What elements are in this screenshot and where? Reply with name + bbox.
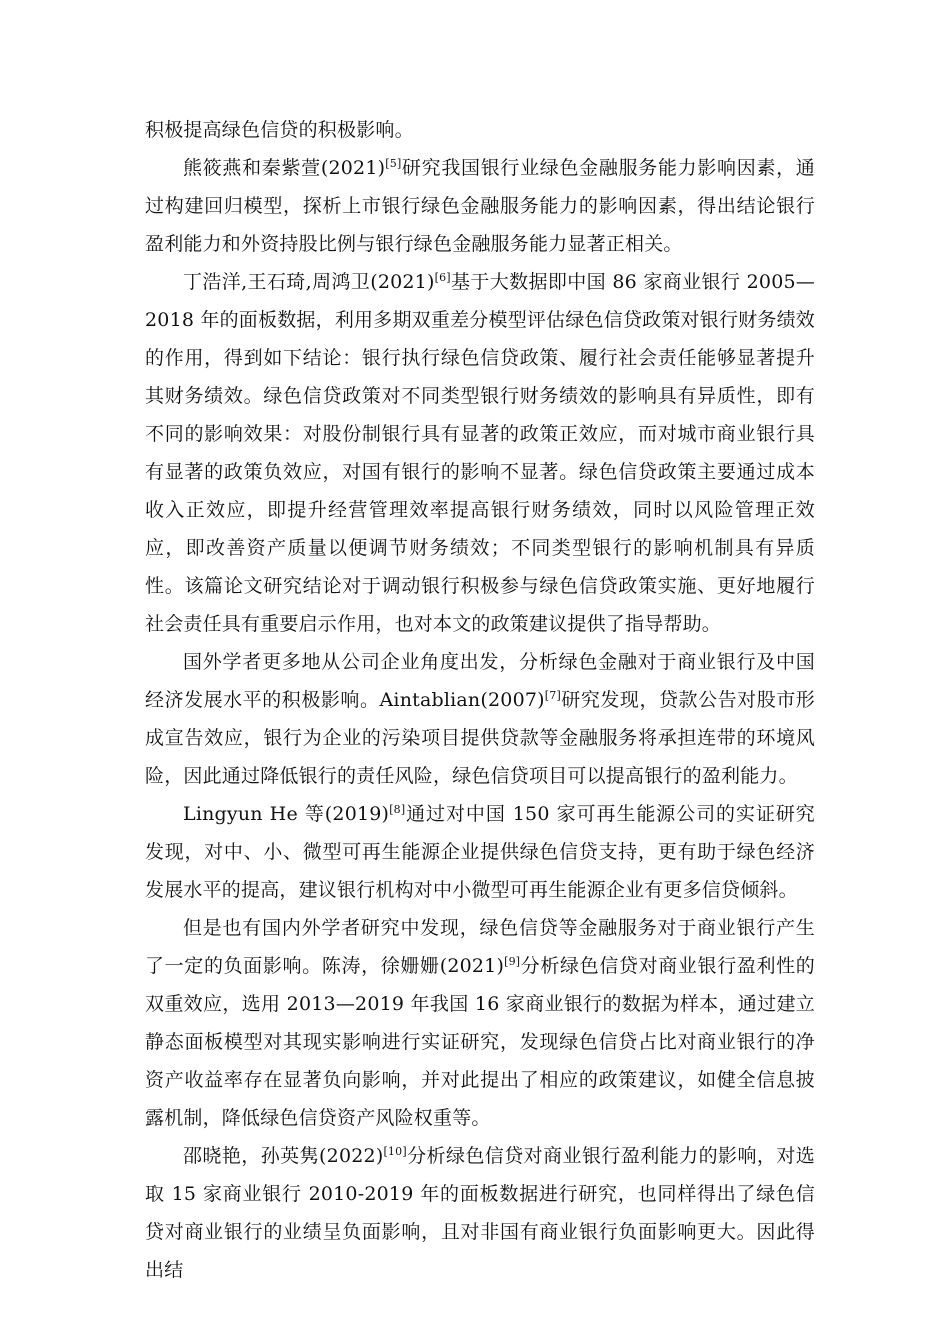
paragraph-text: 丁浩洋,王石琦,周鸿卫(2021) — [183, 271, 435, 293]
paragraph-text: 国外学者更多地从公司企业角度出发，分析绿色金融对于商业银行及中国经济发展水平的积极影响。Aintablian(2007) — [145, 651, 815, 711]
paragraph-text: Lingyun He 等(2019) — [183, 803, 390, 825]
citation-ref: [7] — [544, 689, 561, 702]
paragraph — [145, 643, 815, 795]
paragraph — [145, 263, 815, 643]
body-text — [145, 111, 815, 1289]
paragraph — [145, 1137, 815, 1289]
citation-ref: [10] — [383, 1145, 407, 1158]
paragraph — [145, 909, 815, 1137]
citation-ref: [9] — [504, 955, 521, 968]
paragraph-text: 基于大数据即中国 86 家商业银行 2005—2018 年的面板数据，利用多期双重差分模型评估绿色信贷政策对银行财务绩效的作用，得到如下结论：银行执行绿色信贷政策、履行社会责任能够显著提升其财务绩效。绿色信贷政策对不同类型银行财务绩效的影响具有异质性，即有不同的影响效果：对股份制银行具有显著的政策正效应，而对城市商业银行具有显著的政策负效应，对国有银行的影响不显著。绿色信贷政策主要通过成本收入正效应，即提升经营管理效率提高银行财务绩效，同时以风险管理正效应，即改善资产质量以便调节财务绩效；不同类型银行的影响机制具有异质性。该篇论文研究结论对于调动银行积极参与绿色信贷政策实施、更好地履行社会责任具有重要启示作用，也对本文的政策建议提供了指导帮助。 — [145, 271, 816, 635]
citation-ref: [6] — [434, 271, 451, 284]
paragraph-text: 但是也有国内外学者研究中发现，绿色信贷等金融服务对于商业银行产生了一定的负面影响。陈涛，徐姗姗(2021) — [145, 917, 815, 977]
paragraph-text: 积极提高绿色信贷的积极影响。 — [145, 119, 414, 141]
citation-ref: [5] — [385, 157, 402, 170]
citation-ref: [8] — [389, 803, 406, 816]
paragraph — [145, 795, 815, 909]
paragraph-text: 熊筱燕和秦紫萱(2021) — [183, 157, 386, 179]
paragraph-text: 研究发现，贷款公告对股市形成宣告效应，银行为企业的污染项目提供贷款等金融服务将承担连带的环境风险，因此通过降低银行的责任风险，绿色信贷项目可以提高银行的盈利能力。 — [145, 689, 815, 787]
paragraph-text: 邵晓艳，孙英隽(2022) — [183, 1145, 384, 1167]
paragraph-text: 分析绿色信贷对商业银行盈利能力的影响，对选取 15 家商业银行 2010-2019 年的面板数据进行研究，也同样得出了绿色信贷对商业银行的业绩呈负面影响，且对非国有商业银行负面影响更大。因此得出结 — [145, 1145, 815, 1281]
paragraph — [145, 111, 815, 149]
paragraph-text: 研究我国银行业绿色金融服务能力影响因素，通过构建回归模型，探析上市银行绿色金融服务能力的影响因素，得出结论银行盈利能力和外资持股比例与银行绿色金融服务能力显著正相关。 — [145, 157, 816, 255]
paragraph-text: 分析绿色信贷对商业银行盈利性的双重效应，选用 2013—2019 年我国 16 家商业银行的数据为样本，通过建立静态面板模型对其现实影响进行实证研究，发现绿色信贷占比对商业银行的净资产收益率存在显著负向影响，并对此提出了相应的政策建议，如健全信息披露机制，降低绿色信贷资产风险权重等。 — [145, 955, 815, 1129]
paragraph-text: 通过对中国 150 家可再生能源公司的实证研究发现，对中、小、微型可再生能源企业提供绿色信贷支持，更有助于绿色经济发展水平的提高，建议银行机构对中小微型可再生能源企业有更多信贷倾斜。 — [145, 803, 815, 901]
paragraph — [145, 149, 815, 263]
